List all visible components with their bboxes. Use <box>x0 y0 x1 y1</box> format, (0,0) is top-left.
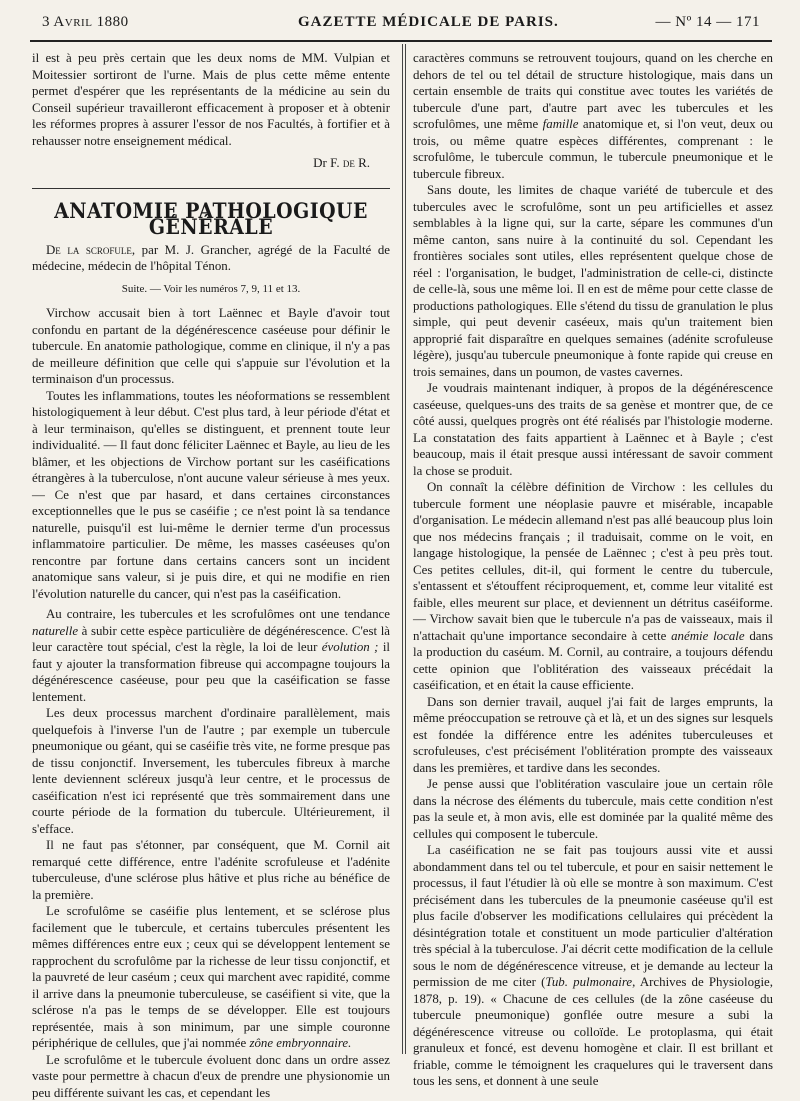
paragraph: Je voudrais maintenant indiquer, à propos de la dégénérescence caséeuse, quelques-uns des traits de sa genèse et montrer que, de ce côté aussi, quelques progrès ont été réalisés par l'histologie moderne. La constatation des faits appartient à Laënnec et à Bayle ; c'est beaucoup, mais il était presque aussi intéressant de savoir comment la chose se produit. <box>413 380 773 479</box>
left-column <box>32 50 390 1101</box>
paragraph: Je pense aussi que l'oblitération vasculaire joue un certain rôle dans la nécrose des éléments du tubercule, mais cette condition n'est pas la seule et, à mon avis, elle est dominée par la qualité même des cellules qui composent le tubercule. <box>413 776 773 842</box>
section-title: ANATOMIE PATHOLOGIQUE GÉNÉRALE <box>32 203 390 236</box>
right-column <box>413 50 773 1090</box>
paragraph: On connaît la célèbre définition de Virchow : les cellules du tubercule forment une néoplasie pauvre et misérable, incapable d'organisation. Le médecin allemand n'est pas allé beaucoup plus loin que nos médecins français ; il traduisait, comme on le voit, en langage histologique, la pensée de Laënnec ; c'est à peu près tout. Ces petites cellules, dit-il, qui forment le centre du tubercule, s'entassent et s'étouffent réciproquement, et, comme leur vitalité est faible, elles meurent sur place, et deviennent un détritus caséiforme. — Virchow savait bien que le tubercule n'a pas de vaisseaux, mais il n'attachait qu'une importance secondaire à cette anémie locale dans la production du caséum. M. Cornil, au contraire, a toujours défendu cette opinion que l'oblitération des vaisseaux précédait la caséification, et en était la cause efficiente. <box>413 479 773 694</box>
section-divider <box>32 188 390 189</box>
signature: Dr F. de R. <box>32 155 390 172</box>
paragraph: Dans son dernier travail, auquel j'ai fait de larges emprunts, la même préoccupation se retrouve çà et là, et un des signes sur lesquels est fondée la différence entre les adénites tuberculeuses et scrofuleuses, c'est précisément l'oblitération prompte des vaisseaux dans les premières, et tardive dans les secondes. <box>413 694 773 777</box>
newspaper-page <box>30 0 780 1073</box>
journal-title: GAZETTE MÉDICALE DE PARIS. <box>298 14 559 31</box>
issue-page-number: — Nº 14 — 171 <box>656 14 760 31</box>
paragraph: Toutes les inflammations, toutes les néoformations se ressemblent histologiquement à leur début. C'est plus tard, à leur période d'état et à leur terminaison, qu'elles se distinguent, et prennent toute leur individualité. — Il faut donc féliciter Laënnec et Bayle, au lieu de les blâmer, et les objections de Virchow portant sur les caséifications étrangères à la tuberculose, n'ont aucune valeur sérieuse à mes yeux. — Ce n'est que par hasard, et dans certaines circonstances exceptionnelles que le pus se caséifie ; ce n'est point là sa tendance naturelle, puisqu'il est lui-même le dernier terme d'un processus inflammatoire particulier. De même, les masses caséeuses qu'on rencontre par fortune dans certains cancers sont un incident anatomique sans valeur, si je puis dire, et qui ne modifie en rien l'évolution naturelle du cancer, qui n'est pas la caséification. <box>32 388 390 603</box>
paragraph: Sans doute, les limites de chaque variété de tubercule et des tubercules avec le scrofulôme, sont un peu artificielles et assez semblables à la ligne qui, sur la carte, sépare les communes d'un même canton, sans nuire à la continuité du sol. Cependant les frontières sociales sont utiles, elles représentent quelque chose de réel : l'organisation, le budget, l'administration de celle-ci, distincte de celle-là, sous une même loi. Il en est de même pour cette classe de productions pathologiques. Elle s'étend du tissu de granulation le plus simple, qui peut devenir caséeux, mais qu'un traitement bien approprié fait disparaître en quelques semaines (adénite scrofuleuse légère), jusqu'au tubercule pneumonique à fonte rapide qui creuse en trois semaines, dans un poumon, de vastes cavernes. <box>413 182 773 380</box>
paragraph: La caséification ne se fait pas toujours aussi vite et aussi abondamment dans tel ou tel tubercule, et pour en saisir nettement le processus, il faut l'étudier là où elle se montre à son maximum. C'est précisément dans les tubercules de la pneumonie caséeuse qu'il est plus facile d'observer les modifications cellulaires qui précèdent la désintégration totale et constituent un mode particulier d'altération très spécial à la tuberculose. J'ai décrit cette modification de la cellule sous le nom de dégénérescence vitreuse, et je demande au lecteur la permission de me citer (Tub. pulmonaire, Archives de Physiologie, 1878, p. 19). « Chacune de ces cellules (de la zône caséeuse du tubercule pneumonique) gonflée outre mesure a subi la dégénérescence vitreuse ou colloïde. Le protoplasma, qui était granuleux et foncé, est devenu homogène et clair. Il est brillant et friable, comme le témoignent les craquelures qui le traversent dans tous les sens, et donnent à une seule <box>413 842 773 1090</box>
intro-paragraph: il est à peu près certain que les deux noms de MM. Vulpian et Moitessier sortiront de l'urne. Mais de plus cette même entente permet d'espérer que les représentants de la médicine au sein du Conseil supérieur travailleront efficacement à proposer et à obtenir les réformes propres à assurer l'essor de nos Facultés, à fortifier et à rehausser notre enseignement médical. <box>32 50 390 149</box>
paragraph: Virchow accusait bien à tort Laënnec et Bayle d'avoir tout confondu en partant de la dégénérescence caséeuse pour définir le tubercule. En anatomie pathologique, comme en clinique, il n'y a pas de meilleure définition que celle qui s'appuie sur l'évolution et la terminaison d'un processus. <box>32 305 390 388</box>
continuation-note: Suite. — Voir les numéros 7, 9, 11 et 13. <box>32 281 390 298</box>
paragraph: Les deux processus marchent d'ordinaire parallèlement, mais quelquefois à l'inverse l'un de l'autre ; par exemple un tubercule pneumonique ou géant, qui se caséifie très vite, ne forme presque pas de tissu conjonctif. Inversement, les tubercules fibreux à marche lente deviennent scléreux jusqu'à leur centre, et le processus de caséification n'est ici représenté que très sommairement dans une courte période de la formation du tubercule. Ultérieurement, il s'efface. <box>32 705 390 837</box>
paragraph: Le scrofulôme se caséifie plus lentement, et se sclérose plus facilement que le tubercule, et certains tubercules présentent les mêmes différences entre eux ; ceux qui se développent lentement se rapprochent du scrofulôme par la richesse de leur tissu conjonctif, et la pauvreté de leur caséum ; ceux qui marchent avec rapidité, comme il arrive dans la pneumonie tuberculeuse, se caséifient si vite, que la sclérose n'a pas le temps de se développer. Elle est toujours représentée, mais à son minimum, par une simple couronne périphérique de cellules, que j'ai nommée zône embryonnaire. <box>32 903 390 1052</box>
column-divider-inner <box>405 44 406 1054</box>
header-rule <box>30 40 772 42</box>
paragraph: Il ne faut pas s'étonner, par conséquent, que M. Cornil ait remarqué cette différence, entre l'adénite scrofuleuse et l'adénite tuberculeuse, d'une sclérose plus hâtive et plus riche au bénéfice de la première. <box>32 837 390 903</box>
paragraph: Le scrofulôme et le tubercule évoluent donc dans un ordre assez vaste pour permettre à chacun d'eux de prendre une physionomie un peu différente suivant les cas, et cependant les <box>32 1052 390 1101</box>
paragraph: Au contraire, les tubercules et les scrofulômes ont une tendance naturelle à subir cette espèce particulière de dégénérescence. C'est là leur caractère tout spécial, c'est la règle, la loi de leur évolution ; il faut y ajouter la transformation fibreuse qui accompagne toujours la dégénérescence caséeuse, pour peu que la caséification se fasse lentement. <box>32 606 390 705</box>
paragraph: caractères communs se retrouvent toujours, quand on les cherche en dehors de tel ou tel détail de structure histologique, mais dans un certain ensemble de traits qui constitue avec toutes les variétés de tubercule d'une part, d'autre part avec les tubercules et les scrofulômes, une même famille anatomique et, si l'on veut, deux ou trois, ou même quatre espèces différentes, comprenant : le scrofulôme, le tubercule commun, le tubercule pneumonique et le tubercule fibreux. <box>413 50 773 182</box>
column-divider <box>402 44 403 1054</box>
page-header <box>30 14 770 36</box>
issue-date: 3 Avril 1880 <box>42 14 129 31</box>
article-byline: De la scrofule, par M. J. Grancher, agrégé de la Faculté de médecine, médecin de l'hôpital Ténon. <box>32 242 390 275</box>
